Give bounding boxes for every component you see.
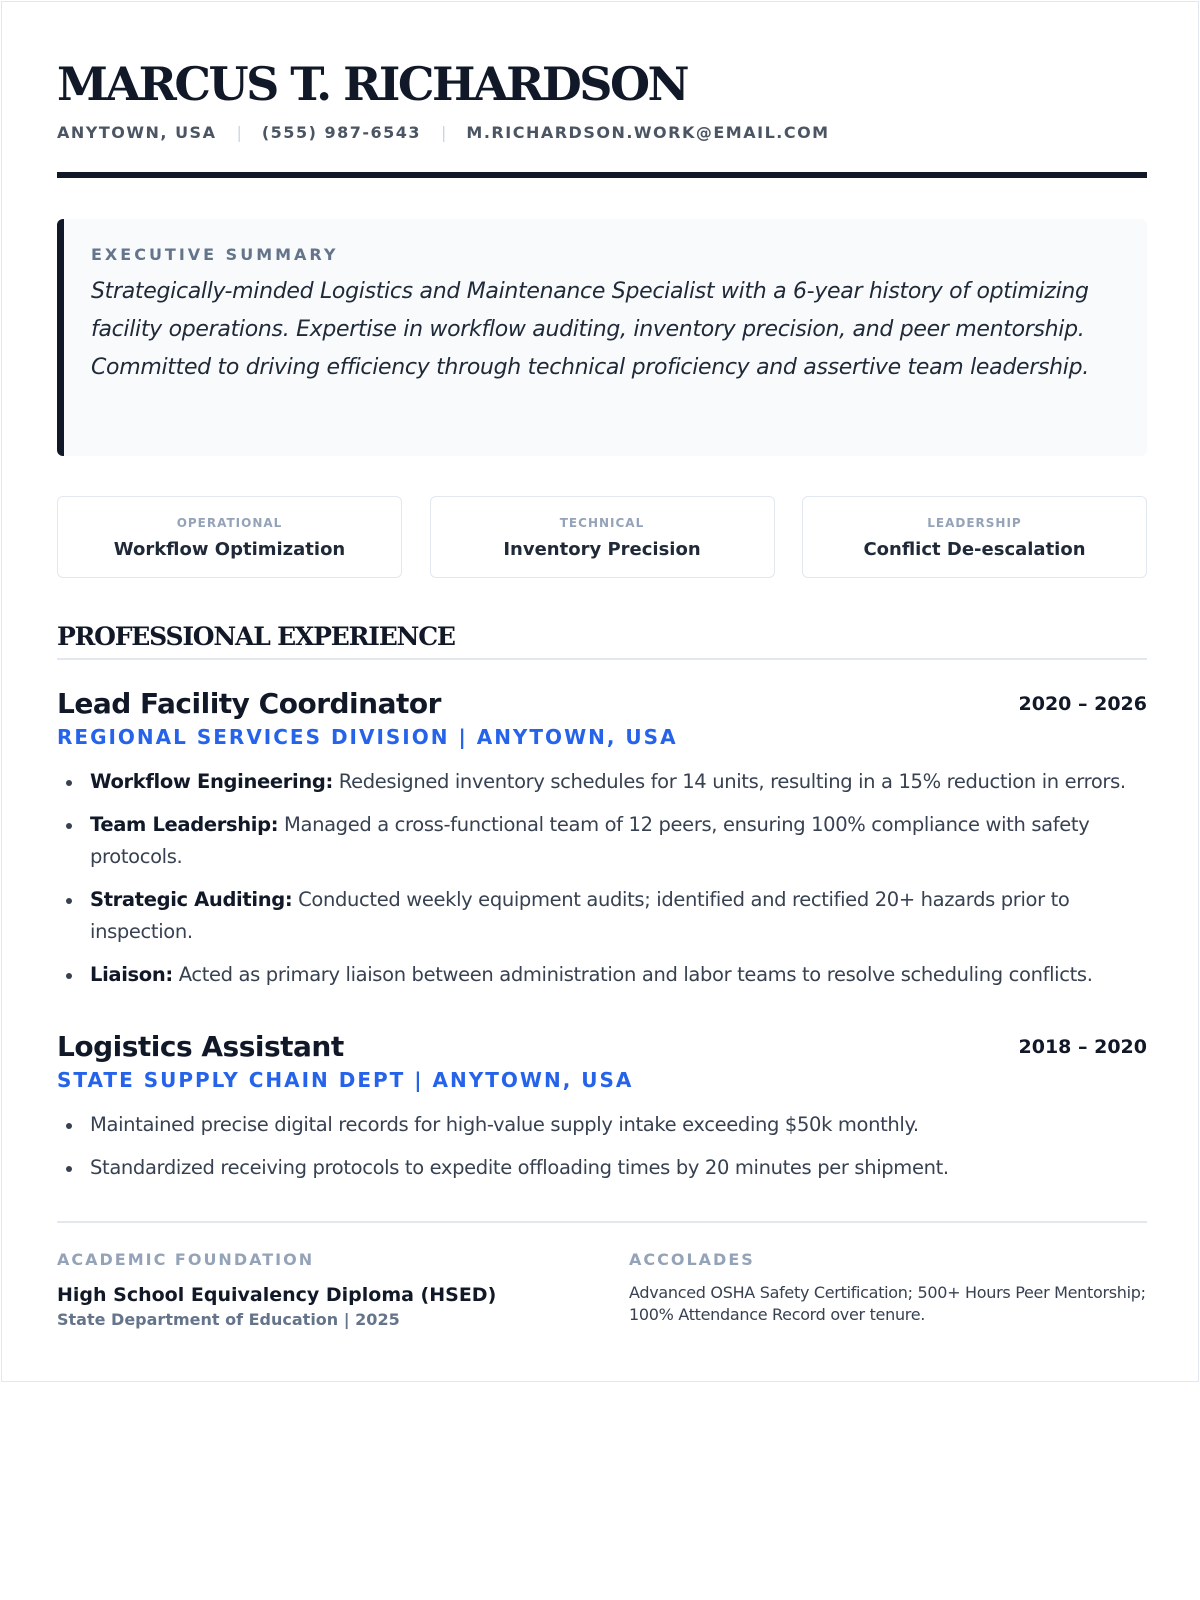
list-item xyxy=(57,766,1147,798)
bullet-icon xyxy=(66,780,72,786)
accolades-section xyxy=(629,1250,1149,1326)
summary-text: Strategically-minded Logistics and Maintenance Specialist with a 6-year history of optimizing facility operations. Expertise in workflow auditing, inventory precision, and peer mentorship. Committed to driving efficiency through technical proficiency and assertive team leadership. xyxy=(91,279,1089,380)
contact-separator: | xyxy=(441,123,447,142)
resume-page xyxy=(1,1,1199,1382)
bullet-lead: Strategic Auditing: xyxy=(90,888,293,911)
email: M.RICHARDSON.WORK@EMAIL.COM xyxy=(466,123,830,142)
bullet-text: Acted as primary liaison between administration and labor teams to resolve scheduling conflicts. xyxy=(172,963,1093,986)
list-item xyxy=(57,884,1147,948)
header-divider xyxy=(57,172,1147,178)
skill-card xyxy=(802,496,1147,578)
job-organization: STATE SUPPLY CHAIN DEPT | ANYTOWN, USA xyxy=(57,1068,634,1092)
location: ANYTOWN, USA xyxy=(57,123,217,142)
bullet-lead: Workflow Engineering: xyxy=(90,770,333,793)
summary-label: EXECUTIVE SUMMARY xyxy=(91,245,339,264)
section-divider xyxy=(57,658,1147,660)
list-item xyxy=(57,1152,1147,1184)
job-title: Lead Facility Coordinator xyxy=(57,687,441,720)
job-dates: 2020 – 2026 xyxy=(1018,693,1147,715)
bullet-text: Maintained precise digital records for high-value supply intake exceeding $50k monthly. xyxy=(90,1113,919,1136)
skill-category: OPERATIONAL xyxy=(176,516,283,530)
accolades-label: ACCOLADES xyxy=(629,1250,755,1269)
executive-summary xyxy=(57,219,1147,456)
contact-separator: | xyxy=(236,123,242,142)
bullet-text: Standardized receiving protocols to expedite offloading times by 20 minutes per shipment. xyxy=(90,1156,949,1179)
footer-divider xyxy=(57,1221,1147,1223)
list-item xyxy=(57,1109,1147,1141)
bullet-lead: Liaison: xyxy=(90,963,173,986)
education-label: ACADEMIC FOUNDATION xyxy=(57,1250,315,1269)
skills-row xyxy=(57,496,1147,578)
bullet-icon xyxy=(66,973,72,979)
education-degree: High School Equivalency Diploma (HSED) xyxy=(57,1284,497,1306)
skill-category: LEADERSHIP xyxy=(927,516,1022,530)
job-organization: REGIONAL SERVICES DIVISION | ANYTOWN, USA xyxy=(57,725,678,749)
contact-line xyxy=(57,123,830,142)
job-entry xyxy=(57,686,1147,1002)
job-title: Logistics Assistant xyxy=(57,1030,344,1063)
phone: (555) 987-6543 xyxy=(261,123,422,142)
education-section xyxy=(57,1250,496,1331)
bullet-icon xyxy=(66,898,72,904)
list-item xyxy=(57,959,1147,991)
skill-card xyxy=(57,496,402,578)
skill-name: Conflict De-escalation xyxy=(863,539,1086,560)
job-bullets xyxy=(57,766,1147,991)
list-item xyxy=(57,809,1147,873)
bullet-text: Managed a cross-functional team of 12 peers, ensuring 100% compliance with safety protocols. xyxy=(90,813,1090,868)
bullet-icon xyxy=(66,1123,72,1129)
skill-name: Workflow Optimization xyxy=(113,539,346,560)
job-entry xyxy=(57,1029,1147,1195)
skill-name: Inventory Precision xyxy=(503,539,701,560)
job-header xyxy=(57,686,1147,722)
candidate-name: MARCUS T. RICHARDSON xyxy=(57,57,688,111)
education-meta: State Department of Education | 2025 xyxy=(57,1310,400,1329)
bullet-icon xyxy=(66,823,72,829)
bullet-text: Redesigned inventory schedules for 14 units, resulting in a 15% reduction in errors. xyxy=(332,770,1126,793)
skill-card xyxy=(430,496,775,578)
job-header xyxy=(57,1029,1147,1065)
job-bullets xyxy=(57,1109,1147,1184)
section-title-experience: PROFESSIONAL EXPERIENCE xyxy=(57,622,455,651)
job-dates: 2018 – 2020 xyxy=(1018,1036,1147,1058)
bullet-icon xyxy=(66,1166,72,1172)
bullet-text: Conducted weekly equipment audits; identified and rectified 20+ hazards prior to inspection. xyxy=(90,888,1070,943)
bullet-lead: Team Leadership: xyxy=(90,813,279,836)
accolades-text: Advanced OSHA Safety Certification; 500+ Hours Peer Mentorship; 100% Attendance Record over tenure. xyxy=(629,1283,1146,1324)
skill-category: TECHNICAL xyxy=(559,516,645,530)
